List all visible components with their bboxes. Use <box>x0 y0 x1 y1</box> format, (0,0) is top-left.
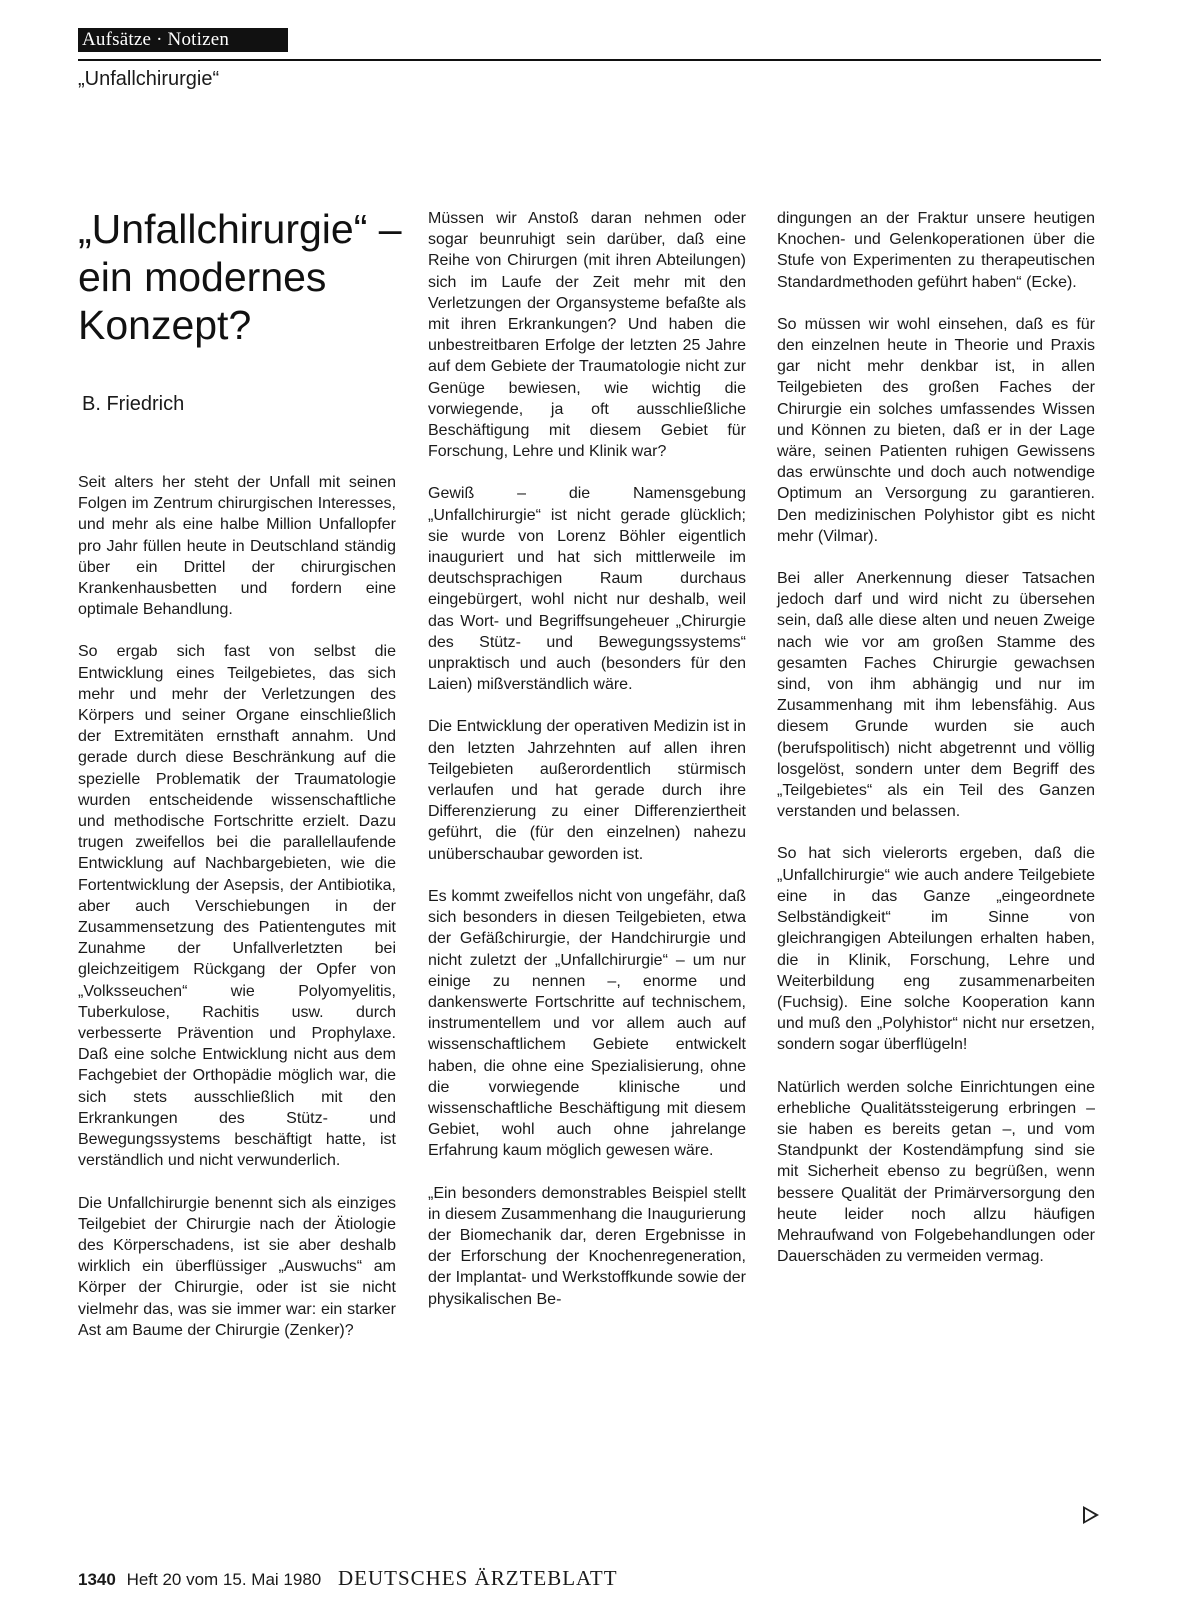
text-column-2 <box>428 208 746 1331</box>
paragraph: Natürlich werden solche Einrichtungen eine erhebliche Qualitätssteigerung erbringen – sie haben es bereits getan –, und vom Standpunkt der Kostendämpfung sind sie mit Sicherheit ebenso zu begrüßen, wenn bessere Qualität der Primärversorgung den heute leider noch allzu häufigen Mehraufwand von Folgebehandlungen oder Dauerschäden zu vermeiden vermag. <box>777 1078 1095 1266</box>
paragraph: Müssen wir Anstoß daran nehmen oder sogar beunruhigt sein darüber, daß eine Reihe von Chirurgen (mit ihren Abteilungen) sich im Laufe der Zeit mehr mit den Verletzungen der Organsysteme befaßte als mit ihren Erkrankungen? Und haben die unbestreitbaren Erfolge der letzten 25 Jahre auf dem Gebiete der Traumatologie nicht zur Genüge bewiesen, wie wichtig die vorwiegende, ja oft ausschließliche Beschäftigung mit diesem Gebiet für Forschung, Lehre und Klinik war? <box>428 210 746 461</box>
paragraph: Es kommt zweifellos nicht von ungefähr, daß sich besonders in diesen Teilgebieten, etwa der Gefäßchirurgie, der Handchirurgie und nicht zuletzt der „Unfallchirurgie“ – um nur einige zu nennen –, enorme und dankenswerte Fortschritte auf technischem, instrumentellem und vor allem auch auf wissenschaftlichem Gebiete entwickelt haben, die ohne eine Spezialisierung, ohne die vorwiegende klinische und wissenschaftliche Beschäftigung mit diesem Gebiet, wohl auch ohne jahrelange Erfahrung kaum möglich gewesen wäre. <box>428 887 746 1160</box>
section-label: Aufsätze · Notizen <box>78 28 288 52</box>
paragraph: So hat sich vielerorts ergeben, daß die „Unfallchirurgie“ wie auch andere Teilgebiete eine in das Ganze „eingeordnete Selbständigkeit“ im Sinne von gleichrangigen Abteilungen erhalten haben, die in Klinik, Forschung, Lehre und Weiterbildung eng zusammenarbeiten (Fuchsig). Eine solche Kooperation kann und muß den „Polyhistor“ nicht nur ersetzen, sondern sogar überflügeln! <box>777 845 1095 1054</box>
author-name: B. Friedrich <box>82 393 185 415</box>
paragraph: Seit alters her steht der Unfall mit seinen Folgen im Zentrum chirurgischen Interesses, und mehr als eine halbe Million Unfallopfer pro Jahr füllen heute in Deutschland ständig über ein Drittel der chirurgischen Krankenhausbetten und fordern eine optimale Behandlung. <box>78 474 396 619</box>
journal-name: DEUTSCHES ÄRZTEBLATT <box>337 1566 618 1590</box>
page-number: 1340 <box>78 1570 116 1589</box>
quote-paragraph-start: „Ein besonders demonstrables Beispiel stellt in diesem Zusammenhang die Inaugurierung der Biomechanik dar, deren Ergebnisse in der Erforschung der Knochenregeneration, der Implantat- und Werkstoffkunde sowie der physikalischen Be- <box>428 1184 746 1308</box>
issue-info: Heft 20 vom 15. Mai 1980 <box>126 1570 322 1589</box>
article-title: „Unfallchirurgie“ – ein modernes Konzept? <box>78 206 402 348</box>
continue-arrow-icon <box>1083 1506 1099 1524</box>
text-column-1 <box>78 472 396 1362</box>
paragraph: Gewiß – die Namensgebung „Unfallchirurgie“ ist nicht gerade glücklich; sie wurde von Lorenz Böhler eigentlich inauguriert und hat sich mittlerweile im deutschsprachigen Raum durchaus eingebürgert, wohl nicht nur deshalb, weil das Wort- und Begriffsungeheuer „Chirurgie des Stütz- und Bewegungssystems“ unpraktisch und auch (besonders für den Laien) mißverständlich wäre. <box>428 485 746 694</box>
paragraph: So ergab sich fast von selbst die Entwicklung eines Teilgebietes, das sich mehr und mehr der Verletzungen des Körpers und seiner Organe einschließlich der Extremitäten ernsthaft annahm. Und gerade durch diese Beschränkung auf die spezielle Problematik der Traumatologie wurden entscheidende wissenschaftliche und methodische Fortschritte erzielt. Dazu trugen zweifellos bei die parallellaufende Entwicklung auf Nachbargebieten, wie die Fortentwicklung der Asepsis, der Antibiotika, aber auch Verschiebungen in der Zusammensetzung des Patientengutes mit Zunahme der Unfallverletzten bei gleichzeitigem Rückgang der Opfer von „Volksseuchen“ wie Polyomyelitis, Tuberkulose, Rachitis usw. durch verbesserte Prävention und Prophylaxe. Daß eine solche Entwicklung nicht aus dem Fachgebiet der Orthopädie möglich war, die sich stets ausschließlich mit den Erkrankungen des Stütz- und Bewegungssystems beschäftigt hatte, ist verständlich und nicht verwunderlich. <box>78 643 396 1170</box>
text-column-3 <box>777 208 1095 1288</box>
paragraph: Die Entwicklung der operativen Medizin ist in den letzten Jahrzehnten auf allen ihren Teilgebieten außerordentlich stürmisch verlaufen und hat gerade durch ihre Differenzierung zu einer Differenziertheit geführt, die (für den einzelnen) nahezu unüberschaubar geworden ist. <box>428 718 746 863</box>
paragraph: Bei aller Anerkennung dieser Tatsachen jedoch darf und wird nicht zu übersehen sein, daß alle diese alten und neuen Zweige nach wie vor am großen Stamme des gesamten Faches Chirurgie gewachsen sind, von ihm abhängig und nur im Zusammenhang mit ihm lebensfähig. Aus diesem Grunde wurden sie auch (berufspolitisch) nicht abgetrennt und völlig losgelöst, sondern unter dem Begriff des „Teilgebietes“ als ein Teil des Ganzen verstanden und belassen. <box>777 570 1095 821</box>
page-footer <box>78 1567 618 1591</box>
paragraph: So müssen wir wohl einsehen, daß es für den einzelnen heute in Theorie und Praxis gar nicht mehr denkbar ist, in allen Teilgebieten des großen Faches der Chirurgie ein solches umfassendes Wissen und Können zu bieten, daß er in der Lage wäre, seinen Patienten ruhigen Gewissens das erwünschte und doch auch notwendige Optimum an Versorgung zu garantieren. Den medizinischen Polyhistor gibt es nicht mehr (Vilmar). <box>777 315 1095 545</box>
quote-paragraph-end: dingungen an der Fraktur unsere heutigen Knochen- und Gelenkoperationen über die Stufe von Experimenten zu therapeutischen Standardmethoden geführt haben“ (Ecke). <box>777 210 1095 291</box>
paragraph: Die Unfallchirurgie benennt sich als einziges Teilgebiet der Chirurgie nach der Ätiologie des Körperschadens, ist sie aber deshalb wirklich ein überflüssiger „Auswuchs“ am Körper der Chirurgie, oder ist sie nicht vielmehr das, was sie immer war: ein starker Ast am Baume der Chirurgie (Zenker)? <box>78 1194 396 1339</box>
header-rule <box>78 59 1101 61</box>
running-head: „Unfallchirurgie“ <box>78 68 220 90</box>
